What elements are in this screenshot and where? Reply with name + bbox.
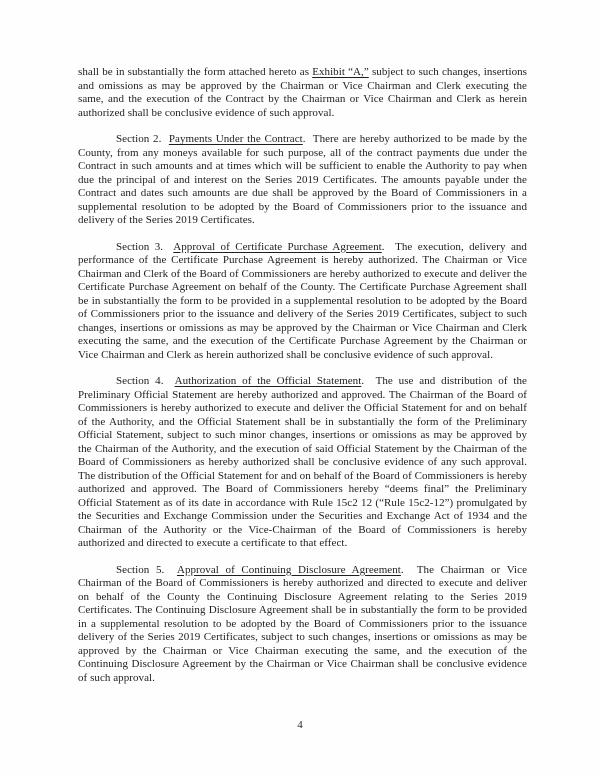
text-segment: . The Chairman or Vice Chairman of the Board of Commissioners is hereby authorized and directed to execute and deliver on behalf of the County the Continuing Disclosure Agreement relating to the Series 2019 Certificates. The Continuing Disclosure Agreement shall be in substantially the form to be provided in a supplemental resolution to be adopted by the Board of Commissioners prior to the issuance delivery of the Series 2019 Certificates, subject to such changes, insertions or omissions as may be approved by the Chairman or Vice Chairman executing the same, and the execution of the Continuing Disclosure Agreement by the Chairman or Vice Chairman shall be conclusive evidence of such approval.	[78, 563, 527, 684]
text-segment: shall be in substantially the form attached hereto as	[78, 66, 313, 78]
text-segment: Section 4.	[116, 375, 175, 387]
text-segment: . There are hereby authorized to be made by the County, from any moneys available for such purpose, all of the contract payments due under the Contract in such amounts and at times which will be sufficient to enable the Authority to pay when due the principal of and interest on the Series 2019 Certificates. The amounts payable under the Contract and dates such amounts are due shall be approved by the Board of Commissioners in a supplemental resolution to be adopted by the Board of Commissioners prior to the issuance and delivery of the Series 2019 Certificates.	[78, 133, 527, 226]
section-heading: Exhibit “A,”	[312, 66, 369, 78]
section-4	[78, 375, 527, 551]
continuation-paragraph	[78, 66, 527, 120]
text-segment: subject to such changes, insertions and omissions as may be approved by the Chairman or Vice Chairman and Clerk executing the same, and the execution of the Contract by the Chairman or Vice Chairman and Clerk as herein authorized shall be conclusive evidence of such approval.	[78, 66, 527, 119]
section-heading: Approval of Continuing Disclosure Agreement	[176, 563, 401, 576]
document-body	[78, 66, 527, 698]
text-segment: Section 5.	[116, 563, 177, 576]
text-segment: Section 2.	[116, 133, 169, 145]
text-segment: . The execution, delivery and performance of the Certificate Purchase Agreement is hereby authorized. The Chairman or Vice Chairman and Clerk of the Board of Commissioners are hereby authorized to execute and deliver the Certificate Purchase Agreement on behalf of the County. The Certificate Purchase Agreement shall be in substantially the form to be provided in a supplemental resolution to be adopted by the Board of Commissioners prior to the issuance and delivery of the Series 2019 Certificates, subject to such changes, insertions or omissions as may be approved by the Chairman or Vice Chairman and Clerk executing the same, and the execution of the Certificate Purchase Agreement by the Chairman or Vice Chairman and Clerk as herein authorized shall be conclusive evidence of such approval.	[78, 240, 527, 361]
section-heading: Approval of Certificate Purchase Agreement	[173, 240, 382, 253]
page-number: 4	[297, 719, 303, 731]
section-heading: Authorization of the Official Statement	[174, 375, 362, 387]
text-segment: Section 3.	[116, 240, 174, 253]
section-2	[78, 133, 527, 228]
section-heading: Payments Under the Contract	[168, 133, 303, 145]
section-5	[78, 564, 527, 686]
text-segment: . The use and distribution of the Preliminary Official Statement are hereby authorized and approved. The Chairman of the Board of Commissioners is hereby authorized to execute and deliver the Official Statement for and on behalf of the Authority, and the Official Statement shall be in substantially the form of the Preliminary Official Statement, subject to such minor changes, insertions or omissions as may be approved by the Chairman of the Authority, and the execution of said Official Statement by the Chairman of the Board of Commissioners as hereby authorized shall be conclusive evidence of any such approval. The distribution of the Official Statement for and on behalf of the Board of Commissioners is hereby authorized and approved. The Board of Commissioners hereby “deems final” the Preliminary Official Statement as of its date in accordance with Rule 15c2 12 (“Rule 15c2-12”) promulgated by the Securities and Exchange Commission under the Securities and Exchange Act of 1934 and the Chairman of the Authority or the Vice-Chairman of the Board of Commissioners is hereby authorized and directed to execute a certificate to that effect.	[78, 375, 527, 549]
section-3	[78, 241, 527, 363]
